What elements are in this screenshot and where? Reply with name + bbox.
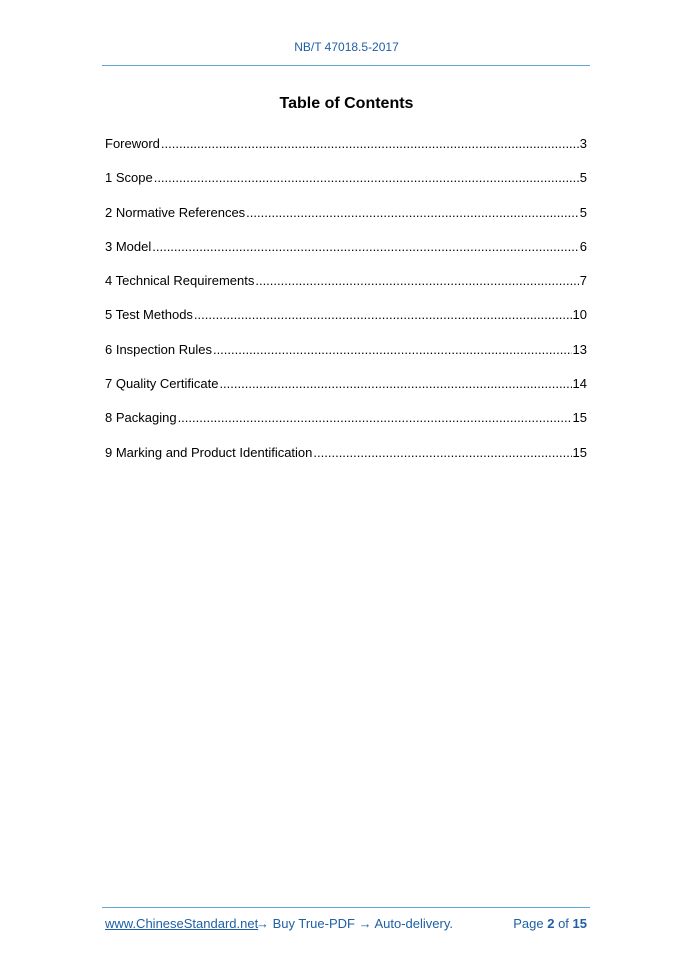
page-indicator	[513, 916, 587, 931]
footer-promo-text: → Buy True-PDF → Auto-delivery.	[256, 916, 453, 931]
toc-entry-label: 4 Technical Requirements	[105, 273, 255, 289]
toc-entry-label: 6 Inspection Rules	[105, 341, 212, 357]
toc-entry-page: 3	[579, 136, 587, 151]
toc-entry-quality-certificate[interactable]	[105, 376, 587, 410]
website-link[interactable]: www.ChineseStandard.net	[105, 916, 259, 931]
dot-leader	[194, 307, 572, 322]
toc-entry-normative-references[interactable]	[105, 205, 587, 239]
toc-entry-marking[interactable]	[105, 445, 587, 479]
toc-entry-page: 15	[572, 410, 587, 426]
dot-leader	[213, 342, 572, 357]
toc-entry-test-methods[interactable]	[105, 307, 587, 341]
toc-entry-page: 5	[579, 204, 587, 220]
dot-leader	[255, 273, 578, 288]
toc-entry-page: 10	[572, 307, 587, 323]
toc-entry-page: 13	[572, 341, 587, 357]
toc-entry-label: 9 Marking and Product Identification	[105, 444, 313, 460]
toc-entry-foreword[interactable]	[105, 136, 587, 170]
dot-leader	[219, 376, 571, 391]
toc-entry-page: 7	[579, 273, 587, 289]
dot-leader	[154, 170, 579, 185]
toc-entry-label: 1 Scope	[105, 170, 153, 186]
toc-entry-label: Foreword	[105, 136, 160, 151]
page-total: 15	[572, 916, 587, 931]
dot-leader	[178, 410, 572, 425]
dot-leader	[313, 445, 571, 460]
toc-entry-packaging[interactable]	[105, 410, 587, 444]
toc-entry-label: 3 Model	[105, 238, 152, 254]
toc-entry-label: 5 Test Methods	[105, 307, 193, 323]
dot-leader	[152, 239, 579, 254]
toc-entry-page: 5	[579, 170, 587, 186]
toc-entry-label: 8 Packaging	[105, 410, 177, 426]
toc-entry-scope[interactable]	[105, 170, 587, 204]
toc-entry-model[interactable]	[105, 239, 587, 273]
page-current: 2	[547, 916, 555, 931]
toc-entry-technical-requirements[interactable]	[105, 273, 587, 307]
dot-leader	[161, 136, 579, 151]
page-of: of	[558, 916, 569, 931]
page-word: Page	[513, 916, 544, 931]
table-of-contents	[105, 136, 587, 479]
toc-entry-label: 7 Quality Certificate	[105, 376, 219, 392]
running-header: NB/T 47018.5-2017	[294, 40, 399, 54]
header-divider	[102, 65, 590, 66]
toc-entry-label: 2 Normative References	[105, 204, 246, 220]
dot-leader	[246, 205, 579, 220]
toc-entry-inspection-rules[interactable]	[105, 342, 587, 376]
footer-divider	[102, 907, 590, 908]
page-title: Table of Contents	[279, 95, 414, 112]
toc-entry-page: 6	[579, 238, 587, 254]
toc-entry-page: 14	[572, 376, 587, 392]
toc-entry-page: 15	[572, 444, 587, 460]
